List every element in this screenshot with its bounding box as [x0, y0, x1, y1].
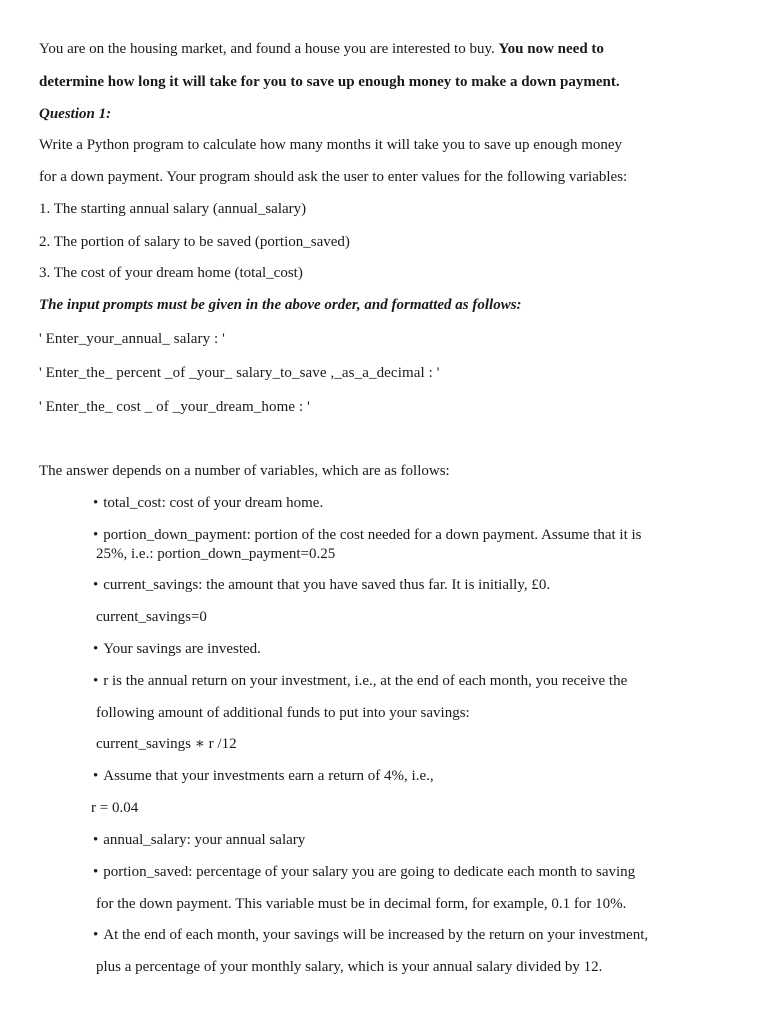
detail-bullet [93, 640, 261, 658]
detail-text: Assume that your investments earn a return of 4%, i.e., [103, 768, 434, 784]
question-heading: Question 1: [39, 106, 112, 122]
detail-bullet [93, 672, 627, 690]
intro-bold-text: You now need to [498, 41, 604, 57]
detail-text: current_savings: the amount that you have saved thus far. It is initially, £0. [103, 577, 551, 593]
detail-continuation: plus a percentage of your monthly salary, which is your annual salary divided by 12. [96, 959, 603, 975]
intro-line-2: determine how long it will take for you to save up enough money to make a down payment. [39, 74, 620, 90]
detail-text: portion_down_payment: portion of the cost needed for a down payment. Assume that it is [103, 527, 642, 543]
detail-text: Your savings are invested. [103, 641, 261, 657]
detail-continuation: 25%, i.e.: portion_down_payment=0.25 [96, 546, 336, 562]
bullet-icon: • [93, 673, 99, 689]
bullet-icon: • [93, 495, 99, 511]
prompt-item: ' Enter_the_ percent _of _your_ salary_to_save ,_as_a_decimal : ' [39, 365, 440, 381]
variable-item: 3. The cost of your dream home (total_cost) [39, 265, 303, 281]
detail-text: annual_salary: your annual salary [103, 832, 306, 848]
detail-continuation: following amount of additional funds to put into your savings: [96, 705, 470, 721]
prompt-item: ' Enter_your_annual_ salary : ' [39, 331, 225, 347]
detail-bullet [93, 863, 635, 881]
detail-code: r = 0.04 [91, 800, 139, 816]
bullet-icon: • [93, 832, 99, 848]
intro-line-1 [39, 40, 604, 58]
bullet-icon: • [93, 527, 99, 543]
task-line-2: for a down payment. Your program should ask the user to enter values for the following variables: [39, 169, 628, 185]
detail-text: total_cost: cost of your dream home. [103, 495, 324, 511]
detail-text: At the end of each month, your savings will be increased by the return on your investment, [103, 927, 649, 943]
prompt-heading: The input prompts must be given in the above order, and formatted as follows: [39, 297, 522, 313]
intro-text: You are on the housing market, and found a house you are interested to buy. [39, 41, 499, 57]
detail-bullet [93, 767, 434, 785]
detail-text: r is the annual return on your investment, i.e., at the end of each month, you receive the [103, 673, 628, 689]
bullet-icon: • [93, 864, 99, 880]
detail-code: current_savings ∗ r /12 [96, 736, 237, 752]
variable-item: 2. The portion of salary to be saved (portion_saved) [39, 234, 350, 250]
task-line-1: Write a Python program to calculate how many months it will take you to save up enough money [39, 137, 623, 153]
bullet-icon: • [93, 577, 99, 593]
detail-bullet [93, 576, 550, 594]
detail-text: portion_saved: percentage of your salary you are going to dedicate each month to saving [103, 864, 636, 880]
answer-intro: The answer depends on a number of variables, which are as follows: [39, 463, 450, 479]
prompt-item: ' Enter_the_ cost _ of _your_dream_home : ' [39, 399, 310, 415]
bullet-icon: • [93, 768, 99, 784]
detail-continuation: for the down payment. This variable must be in decimal form, for example, 0.1 for 10%. [96, 896, 627, 912]
detail-bullet [93, 494, 323, 512]
detail-bullet [93, 526, 642, 544]
bullet-icon: • [93, 927, 99, 943]
bullet-icon: • [93, 641, 99, 657]
detail-bullet [93, 831, 305, 849]
detail-bullet [93, 926, 648, 944]
variable-item: 1. The starting annual salary (annual_salary) [39, 201, 307, 217]
detail-code: current_savings=0 [96, 609, 207, 625]
